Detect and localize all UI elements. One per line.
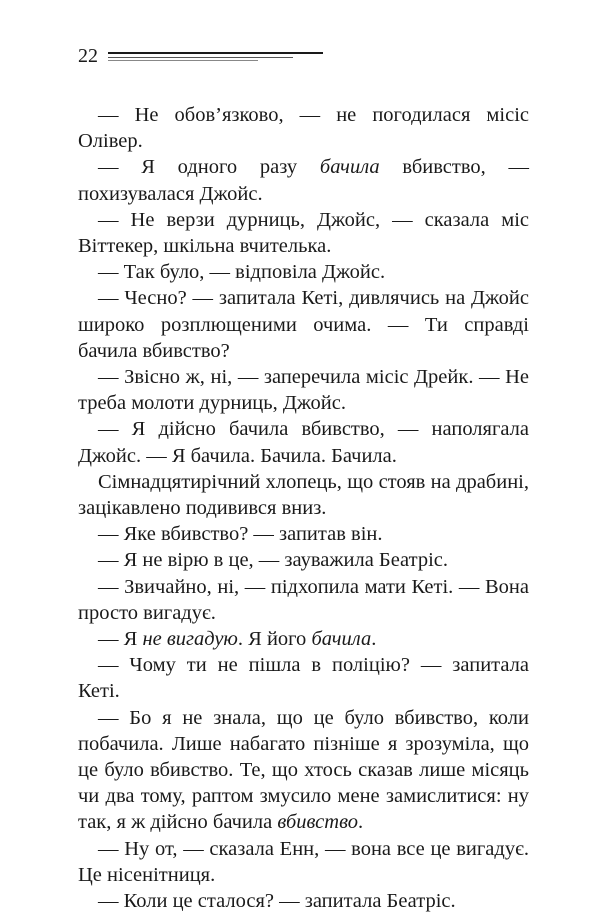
paragraph	[78, 285, 529, 364]
text-run: — Чесно? — запитала Кеті, дивлячись на Джойс широко розплющеними очима. — Ти справді бачила вбивство?	[78, 287, 529, 362]
paragraph	[78, 547, 529, 573]
paragraph	[78, 705, 529, 836]
text-run: . Я його	[237, 628, 312, 651]
text-run: — Я одного разу	[98, 156, 320, 179]
paragraph	[78, 521, 529, 547]
text-run: — Ну от, — сказала Енн, — вона все це вигадує. Це нісенітниця.	[78, 837, 529, 886]
paragraph	[78, 469, 529, 521]
paragraph	[78, 416, 529, 468]
page-number: 22	[78, 45, 98, 67]
text-run: — Я не вірю в це, — зауважила Беатріс.	[98, 549, 449, 572]
paragraph	[78, 836, 529, 888]
paragraph	[78, 652, 529, 704]
text-run: .	[371, 628, 377, 651]
text-run: — Коли це сталося? — запитала Беатріс.	[98, 890, 456, 913]
text-run: — Звісно ж, ні, — заперечила місіс Дрейк. — Не треба молоти дурниць, Джойс.	[78, 366, 529, 415]
paragraph	[78, 154, 529, 206]
page-text-body	[78, 102, 529, 914]
text-run: — Чому ти не пішла в поліцію? — запитала Кеті.	[78, 654, 529, 703]
paragraph	[78, 259, 529, 285]
text-run: — Не верзи дурниць, Джойс, — сказала міс Віттекер, шкільна вчителька.	[78, 208, 529, 258]
text-run: — Бо я не знала, що це було вбивство, коли побачила. Лише набагато пізніше я зрозуміла, що це було вбивство. Те, що хтось сказав лише місяць чи два тому, раптом змусило мене замислитися: ну так, я ж дійсно бачила	[78, 706, 529, 834]
page-header	[78, 44, 323, 68]
header-rule-thin	[108, 60, 258, 61]
text-run: — Яке вбивство? — запитав він.	[98, 523, 383, 546]
text-run: — Я дійсно бачила вбивство, — наполягала Джойс. — Я бачила. Бачила. Бачила.	[78, 418, 529, 467]
text-run: Сімнадцятирічний хлопець, що стояв на драбині, зацікавлено подивився вниз.	[78, 470, 529, 520]
header-rule	[108, 50, 323, 62]
header-rule-thin	[108, 57, 293, 58]
text-run: — Я	[98, 628, 143, 651]
italic-text: бачила	[319, 156, 380, 179]
text-run: — Не обов’язково, — не погодилася місіс Олівер.	[78, 104, 529, 153]
paragraph	[78, 102, 529, 154]
italic-text: бачила	[311, 628, 372, 651]
text-run: — Так було, — відповіла Джойс.	[98, 261, 386, 284]
text-run: вбивство, — похизувалася Джойс.	[78, 156, 529, 205]
paragraph	[78, 888, 529, 914]
paragraph	[78, 207, 529, 259]
header-rule-thick	[108, 52, 323, 54]
italic-text: вбивство	[277, 811, 358, 834]
text-run: — Звичайно, ні, — підхопила мати Кеті. — Вона просто вигадує.	[78, 575, 529, 624]
text-run: .	[357, 811, 364, 834]
paragraph	[78, 626, 529, 652]
italic-text: не вигадую	[142, 628, 238, 651]
paragraph	[78, 364, 529, 416]
paragraph	[78, 574, 529, 626]
